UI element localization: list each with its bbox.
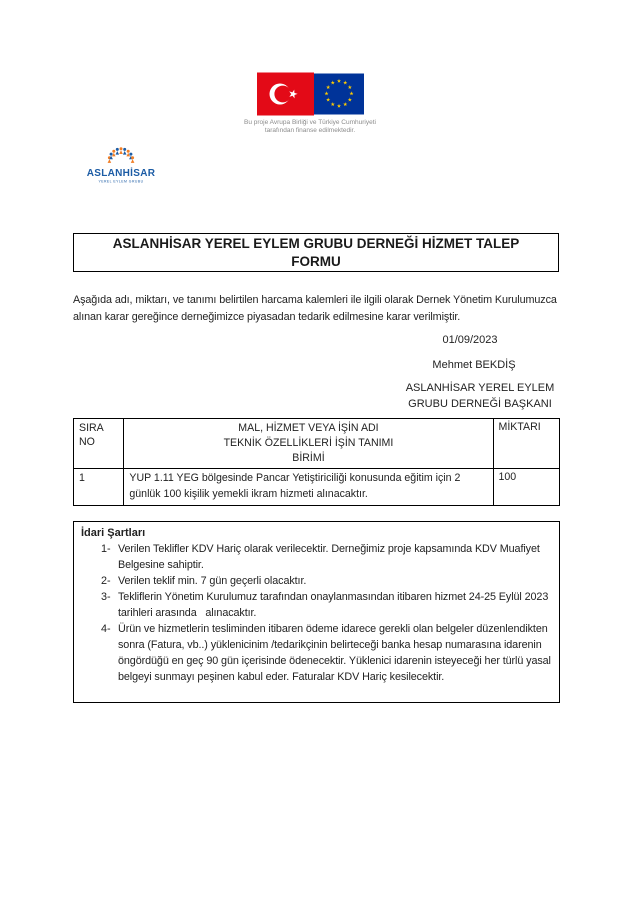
turkey-eu-flags-icon (257, 72, 364, 116)
request-table (73, 418, 560, 506)
funding-caption (225, 119, 395, 135)
term-number: 1- (101, 543, 111, 555)
term-item (81, 589, 552, 621)
table-header-row (74, 419, 560, 469)
form-title-line1: ASLANHİSAR YEREL EYLEM GRUBU DERNEĞİ HİZMET TALEP (112, 235, 520, 251)
term-number: 4- (101, 623, 111, 635)
signature-name: Mehmet BEKDİŞ (432, 359, 516, 371)
funding-flags (257, 72, 364, 121)
administrative-terms-box (73, 521, 560, 703)
row-quantity: 100 (493, 469, 559, 506)
aslanhisar-logo-icon (84, 146, 162, 190)
term-number: 3- (101, 591, 111, 603)
funding-caption-line2: tarafından finanse edilmektedir. (264, 127, 356, 134)
header-miktari: MİKTARI (493, 419, 559, 469)
term-text: Verilen teklif min. 7 gün geçerli olacaktır. (118, 575, 307, 587)
signature-title-line1: ASLANHİSAR YEREL EYLEM (405, 382, 555, 394)
term-item (81, 621, 552, 685)
signature-title (394, 380, 566, 412)
term-text: Verilen Teklifler KDV Hariç olarak verilecektir. Derneğimiz proje kapsamında KDV Muafiyet Belgesine sahiptir. (118, 543, 543, 571)
signature-date: 01/09/2023 (442, 334, 498, 346)
logo-subtitle: YEREL EYLEM GRUBU (98, 179, 144, 184)
row-description: YUP 1.11 YEG bölgesinde Pancar Yetiştiriciliği konusunda eğitim için 2 günlük 100 kişilik yemekli ikram hizmeti alınacaktır. (124, 469, 493, 506)
terms-heading: İdari Şartları (81, 527, 146, 539)
logo-wordmark: ASLANHİSAR (86, 168, 156, 179)
term-number: 2- (101, 575, 111, 587)
header-description: MAL, HİZMET VEYA İŞİN ADI TEKNİK ÖZELLİKLERİ İŞİN TANIMI BİRİMİ (124, 419, 493, 469)
intro-paragraph: Aşağıda adı, miktarı, ve tanımı belirtilen harcama kalemleri ile ilgili olarak Dernek Yönetim Kurulumuzca alınan karar gereğince derneğimizce piyasadan tedarik edilmesine karar verilmiştir. (73, 294, 557, 323)
signature-title-line2: GRUBU DERNEĞİ BAŞKANI (408, 398, 552, 410)
table-row (74, 469, 560, 506)
header-sira-no: SIRA NO (74, 419, 124, 469)
term-text: Ürün ve hizmetlerin tesliminden itibaren ödeme idarece gerekli olan belgeler düzenlendikten sonra (Fatura, vb..) yüklenicinim /tedarikçinin belirteceği banka hesap numarasına idarenin öngördüğü en geç 90 gün içerisinde ödenecektir. Yüklenici idarenin isteyeceği her türlü yasal belgeyi sunmayı peşinen kabul eder. Faturalar KDV Hariç kesilecektir. (118, 623, 554, 683)
form-title-box (73, 233, 559, 272)
funding-caption-line1: Bu proje Avrupa Birliği ve Türkiye Cumhuriyeti (244, 119, 376, 126)
term-item (81, 541, 552, 573)
form-title-line2: FORMU (291, 253, 341, 269)
term-text: Tekliflerin Yönetim Kurulumuz tarafından onaylanmasından itibaren hizmet 24-25 Eylül 2023 tarihleri arasında alınacaktır. (118, 591, 552, 619)
row-no: 1 (74, 469, 124, 506)
aslanhisar-logo (84, 146, 162, 195)
term-item (81, 573, 552, 589)
